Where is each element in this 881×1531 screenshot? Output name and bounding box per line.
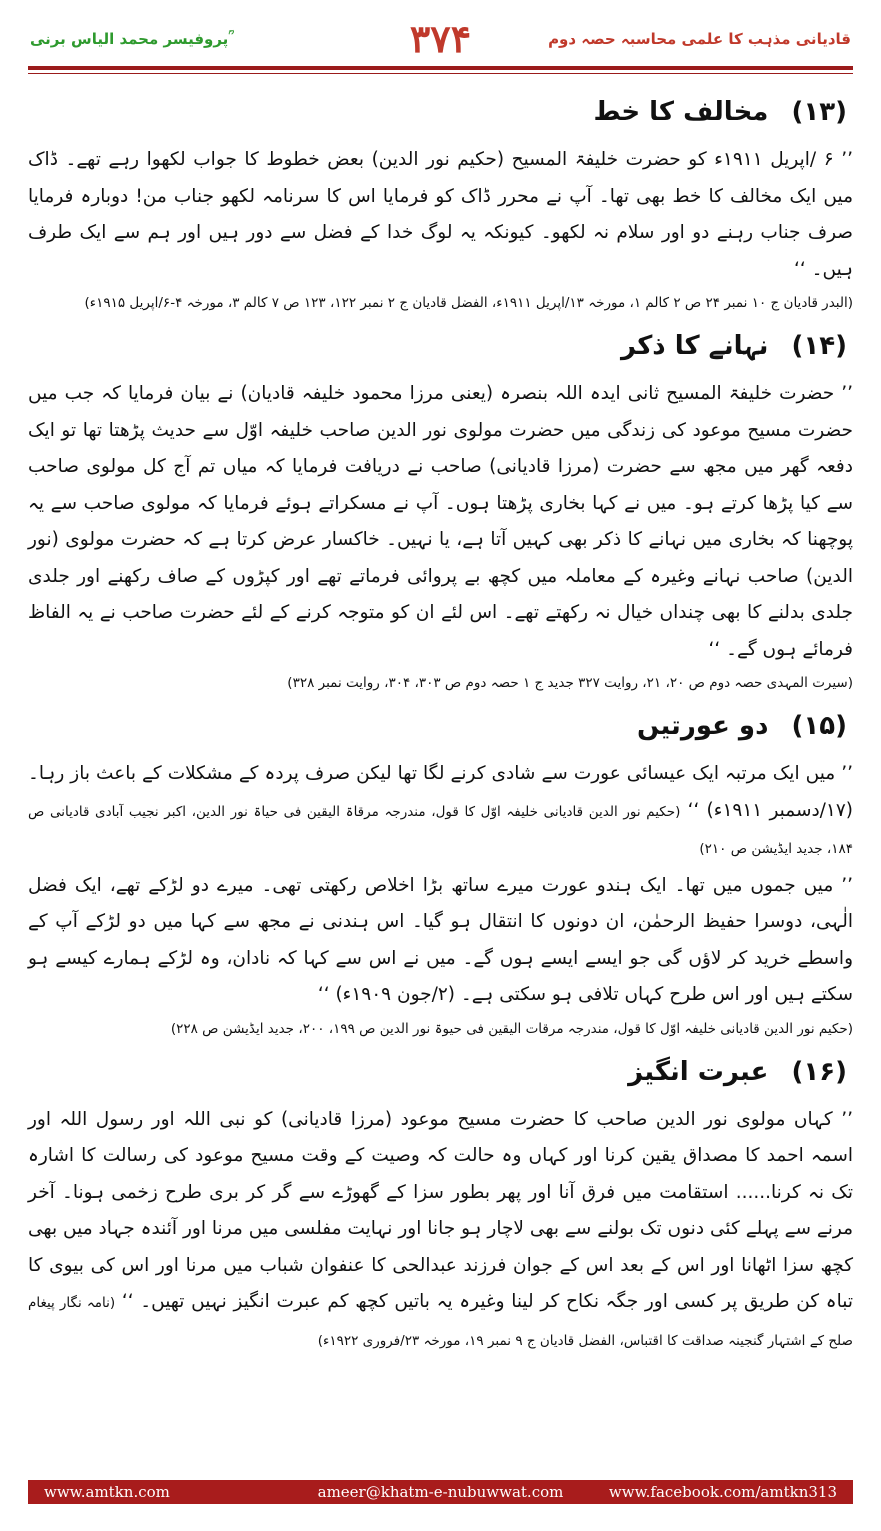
section-title: نہانے کا ذکر <box>621 331 769 361</box>
citation: (حکیم نور الدین قادیانی خلیفہ اوّل کا قول، مندرجہ مرقات الیقین فی حیوۃ نور الدین ص ۱۹۹، ۲۰۰، جدید ایڈیشن ص ۲۲۸) <box>170 1020 853 1037</box>
author-name: پروفیسر محمد الیاس برنی ؒ <box>30 30 233 48</box>
quote-text: ’’ میں ایک مرتبہ ایک عیسائی عورت سے شادی کرنے لگا تھا لیکن صرف پردہ کے مشکلات کے باعث باز رہا۔ (۱۷/دسمبر ۱۹۱۱ء) ‘‘ <box>28 763 854 821</box>
quote-paragraph: ’’ ۶ /اپریل ۱۹۱۱ء کو حضرت خلیفۃ المسیح (حکیم نور الدین) بعض خطوط کا جواب لکھوا رہے تھے۔ ڈاک میں ایک مخالف کا خط بھی تھا۔ آپ نے محرر ڈاک کو فرمایا اس کا سرنامہ لکھو جناب من! دوبارہ فرمایا صرف جناب رہنے دو اور سلام نہ لکھو۔ کیونکہ یہ لوگ خدا کے فضل سے دور ہیں اور ہم سے ایک طرف ہیں۔ ‘‘ <box>28 149 853 280</box>
quote-paragraph: ’’ میں جموں میں تھا۔ ایک ہندو عورت میرے ساتھ بڑا اخلاص رکھتی تھی۔ میرے دو لڑکے تھے، ایک فضل الٰہی، دوسرا حفیظ الرحمٰن، ان دونوں کا انتقال ہو گیا۔ اس ہندنی نے مجھ سے کہا میں دو لڑکے آپ کے واسطے خرید کر لاؤں گی جو ایسے ایسے ہوں گے۔ میں نے اس سے کہا کہ نادان، وہ لڑکے ہمارے کیسے ہو سکتے ہیں اور اس طرح کہاں تلافی ہو سکتی ہے۔ (۲/جون ۱۹۰۹ء) ‘‘ <box>28 874 853 1005</box>
page-body <box>28 92 853 1359</box>
inline-citation: (حکیم نور الدین قادیانی خلیفہ اوّل کا قول، مندرجہ مرقاۃ الیقین فی حیاۃ نور الدین، اکبر نجیب آبادی قادیانی ص ۱۸۴، جدید ایڈیشن ص ۲۱۰) <box>28 803 853 857</box>
section-heading <box>28 326 847 366</box>
section-15 <box>28 706 853 1042</box>
section-number: (۱۳) <box>791 97 847 127</box>
header-rule-thin <box>28 73 853 74</box>
section-heading <box>28 92 847 132</box>
quote-paragraph <box>28 1102 853 1360</box>
section-14 <box>28 326 853 696</box>
header-rule-thick <box>28 66 853 70</box>
website-link[interactable]: www.amtkn.com <box>44 1483 170 1501</box>
page-footer <box>28 1480 853 1504</box>
inline-citation: (نامہ نگار پیغام صلح کے اشتہار گنجینہ صداقت کا اقتباس، الفضل قادیان ج ۹ نمبر ۱۹، مورخہ ۲۳/فروری ۱۹۲۲ء) <box>28 1295 853 1349</box>
section-title: دو عورتیں <box>637 711 769 741</box>
page-number: ۳۷۴ <box>409 16 472 61</box>
section-title: مخالف کا خط <box>593 97 769 127</box>
page-header <box>0 0 881 70</box>
section-13 <box>28 92 853 316</box>
email-link[interactable]: ameer@khatm-e-nubuwwat.com <box>317 1483 564 1501</box>
facebook-link[interactable]: www.facebook.com/amtkn313 <box>608 1483 837 1501</box>
quote-paragraph: ’’ حضرت خلیفۃ المسیح ثانی ایدہ اللہ بنصرہ (یعنی مرزا محمود خلیفہ قادیان) نے بیان فرمایا کہ جب میں حضرت مسیح موعود کی زندگی میں حضرت مولوی نور الدین صاحب خلیفہ اوّل سے حدیث پڑھتا تھا تو ایک دفعہ گھر میں مجھ سے حضرت (مرزا قادیانی) صاحب نے دریافت فرمایا کہ میاں تم آج کل مولوی صاحب سے کیا پڑھا کرتے ہو۔ میں نے کہا بخاری پڑھتا ہوں۔ آپ نے مسکراتے ہوئے فرمایا کہ مولوی صاحب سے یہ پوچھنا کہ بخاری میں نہانے کا ذکر بھی کہیں آتا ہے، یا نہیں۔ خاکسار عرض کرتا ہے کہ حضرت مولوی (نور الدین) صاحب نہانے وغیرہ کے معاملہ میں کچھ بے پروائی فرماتے تھے اور کپڑوں کے صاف رکھنے اور جلدی جلدی بدلنے کا بھی چنداں خیال نہ رکھتے تھے۔ اس لئے ان کو متوجہ کرنے کے لئے حضرت صاحب نے یہ الفاظ فرمائے ہوں گے۔ ‘‘ <box>28 383 853 660</box>
section-title: عبرت انگیز <box>628 1056 769 1087</box>
citation: (سیرت المہدی حصہ دوم ص ۲۰، ۲۱، روایت ۳۲۷ جدید ج ۱ حصہ دوم ص ۳۰۳، ۳۰۴، روایت نمبر ۳۲۸) <box>287 675 853 691</box>
section-number: (۱۵) <box>791 711 847 741</box>
section-16 <box>28 1052 853 1360</box>
citation: (البدر قادیان ج ۱۰ نمبر ۲۴ ص ۲ کالم ۱، مورخہ ۱۳/اپریل ۱۹۱۱ء، الفضل قادیان ج ۲ نمبر ۱۲۲، ۱۲۳ ص ۷ کالم ۳، مورخہ ۴-۶/اپریل ۱۹۱۵ء) <box>84 295 853 311</box>
section-heading <box>28 706 847 746</box>
section-number: (۱۶) <box>791 1056 847 1087</box>
quote-text: ’’ کہاں مولوی نور الدین صاحب کا حضرت مسیح موعود (مرزا قادیانی) کو نبی اللہ اور رسول اللہ اور اسمہ احمد کا مصداق یقین کرنا اور کہاں وہ حالت کہ وصیت کے وقت مسیح موعود کی رسالت کا اشارہ تک نہ کرنا...... استقامت میں فرق آنا اور پھر بطور سزا کے گھوڑے سے گر کر بری طرح زخمی ہونا۔ آخر مرنے سے پہلے کئی دنوں تک بولنے سے بھی لاچار ہو جانا اور نہایت مفلسی میں مرنا اور آئندہ جہاد میں بھی کچھ سزا اٹھانا اور اس کے بعد اس کے جوان فرزند عبدالحی کا عنفوان شباب میں مرنا اور اس کی بیوی کا تباہ کن طریق پر کسی اور جگہ نکاح کر لینا وغیرہ یہ باتیں کچھ کم عبرت انگیز نہیں تھیں۔ ‘‘ <box>28 1108 853 1312</box>
quote-paragraph <box>28 756 853 868</box>
section-number: (۱۴) <box>791 331 847 361</box>
section-heading <box>28 1052 847 1092</box>
book-title: قادیانی مذہب کا علمی محاسبہ حصہ دوم <box>548 30 851 48</box>
